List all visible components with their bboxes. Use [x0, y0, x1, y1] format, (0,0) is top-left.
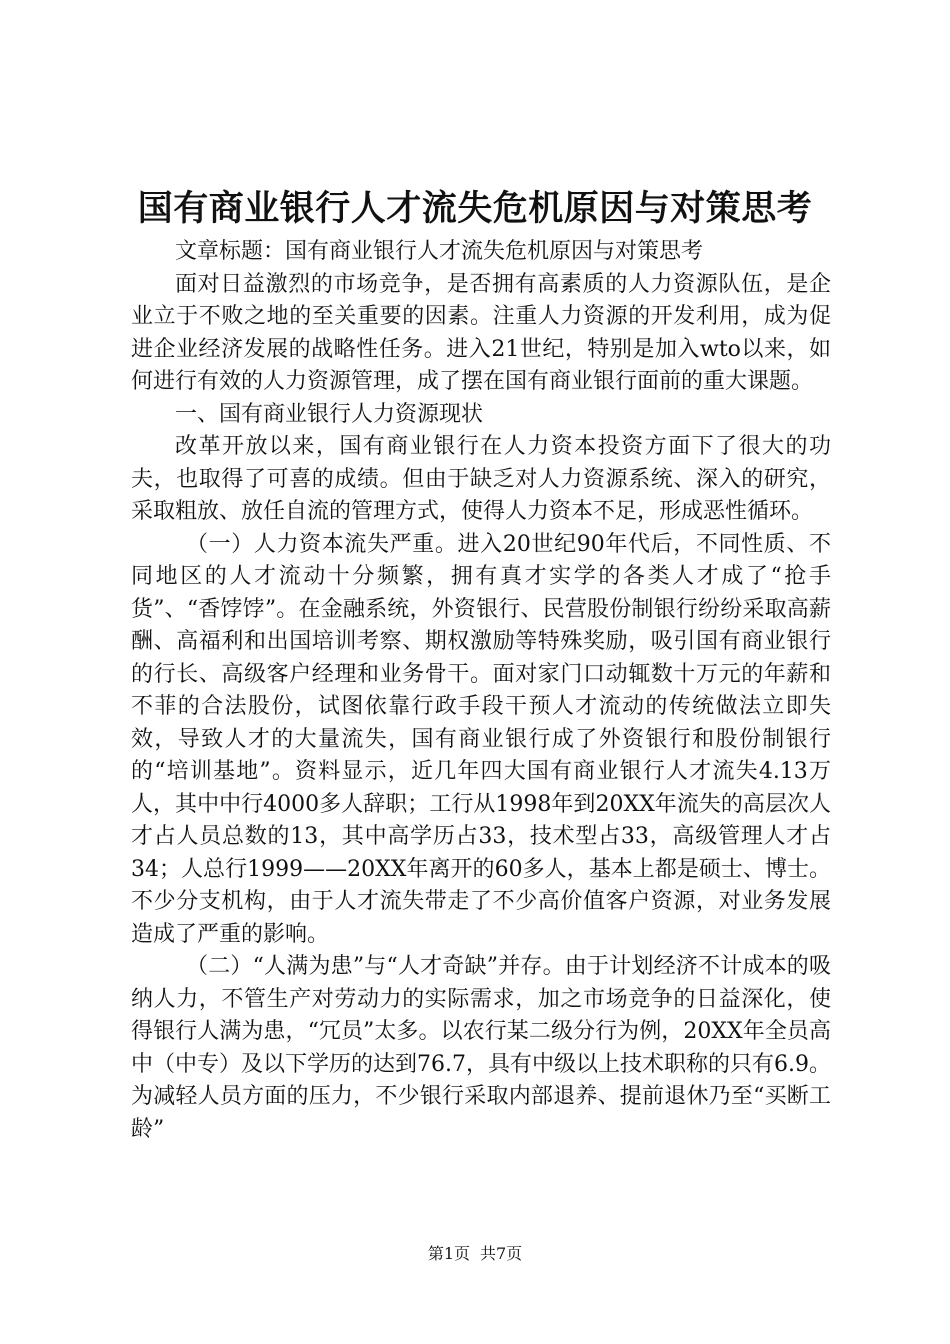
document-title: 国有商业银行人才流失危机原因与对策思考: [137, 188, 813, 229]
document-body: [131, 236, 831, 1146]
page-total: 共7页: [480, 1244, 523, 1263]
intro-paragraph: 面对日益激烈的市场竞争，是否拥有高素质的人力资源队伍，是企业立于不败之地的至关重要的因素。注重人力资源的开发利用，成为促进企业经济发展的战略性任务。进入21世纪，特别是加入wto以来，如何进行有效的人力资源管理，成了摆在国有商业银行面前的重大课题。: [131, 271, 831, 394]
subsection-paragraph-2: （二）“人满为患”与“人才奇缺”并存。由于计划经济不计成本的吸纳人力，不管生产对劳动力的实际需求，加之市场竞争的日益深化，使得银行人满为患，“冗员”太多。以农行某二级分行为例，20XX年全员高中（中专）及以下学历的达到76.7，具有中级以上技术职称的只有6.9。为减轻人员方面的压力，不少银行采取内部退养、提前退休乃至“买断工龄”: [131, 954, 831, 1142]
subsection-paragraph-1: （一）人力资本流失严重。进入20世纪90年代后，不同性质、不同地区的人才流动十分频繁，拥有真才实学的各类人才成了“抢手货”、“香饽饽”。在金融系统，外资银行、民营股份制银行纷纷采取高薪酬、高福利和出国培训考察、期权激励等特殊奖励，吸引国有商业银行的行长、高级客户经理和业务骨干。面对家门口动辄数十万元的年薪和不菲的合法股份，试图依靠行政手段干预人才流动的传统做法立即失效，导致人才的大量流失，国有商业银行成了外资银行和股份制银行的“培训基地”。资料显示，近几年四大国有商业银行人才流失4.13万人，其中中行4000多人辞职；工行从1998年到20XX年流失的高层次人才占人员总数的13，其中高学历占33，技术型占33，高级管理人才占34；人总行1999——20XX年离开的60多人，基本上都是硕士、博士。不少分支机构，由于人才流失带走了不少高价值客户资源，对业务发展造成了严重的影响。: [131, 531, 831, 947]
page-number: 第1页: [427, 1244, 470, 1263]
section-paragraph: 改革开放以来，国有商业银行在人力资本投资方面下了很大的功夫，也取得了可喜的成绩。但由于缺乏对人力资源系统、深入的研究，采取粗放、放任自流的管理方式，使得人力资本不足，形成恶性循环。: [131, 434, 831, 524]
article-title-line: 文章标题：国有商业银行人才流失危机原因与对策思考: [175, 239, 704, 264]
section-heading: 一、国有商业银行人力资源现状: [175, 401, 484, 427]
page-footer: [0, 1244, 950, 1264]
